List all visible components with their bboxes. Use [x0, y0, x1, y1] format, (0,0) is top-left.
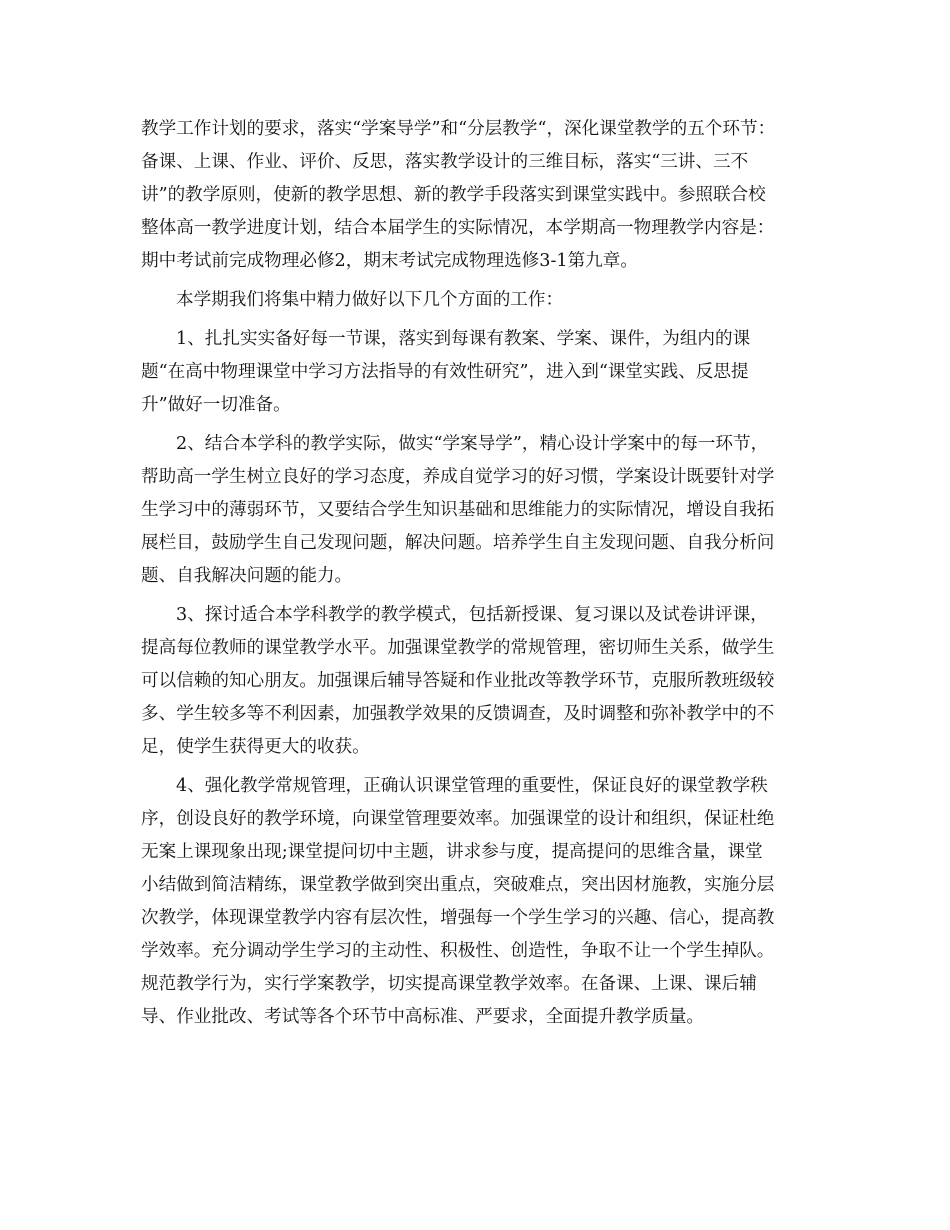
text-line: 小结做到简洁精练，课堂教学做到突出重点，突破难点，突出因材施教，实施分层: [141, 875, 775, 895]
text-line: 教学工作计划的要求，落实“学案导学”和“分层教学“，深化课堂教学的五个环节：: [141, 119, 776, 139]
text-line: 可以信赖的知心朋友。加强课后辅导答疑和作业批改等教学环节，克服所教班级较: [141, 671, 775, 691]
text-line: 足，使学生获得更大的收获。: [141, 737, 370, 757]
text-line: 讲”的教学原则，使新的教学思想、新的教学手段落实到课堂实践中。参照联合校: [141, 185, 766, 205]
text-line: 1、扎扎实实备好每一节课，落实到每课有教案、学案、课件，为组内的课: [176, 329, 751, 349]
paragraph-item-3: [141, 599, 813, 764]
text-line: 规范教学行为，实行学案教学，切实提高课堂教学效率。在备课、上课、课后辅: [141, 974, 757, 994]
text-line: 期中考试前完成物理必修2，期末考试完成物理选修3-1第九章。: [141, 251, 638, 271]
text-line: 导、作业批改、考试等各个环节中高标准、严要求，全面提升教学质量。: [141, 1007, 705, 1027]
text-line: 升”做好一切准备。: [141, 395, 291, 415]
paragraph-item-1: [141, 323, 813, 422]
text-line: 次教学，体现课堂教学内容有层次性，增强每一个学生学习的兴趣、信心，提高教: [141, 908, 775, 928]
text-line: 题“在高中物理课堂中学习方法指导的有效性研究”，进入到“课堂实践、反思提: [141, 362, 749, 382]
text-line: 多、学生较多等不利因素，加强教学效果的反馈调查，及时调整和弥补教学中的不: [141, 704, 775, 724]
text-line: 本学期我们将集中精力做好以下几个方面的工作：: [176, 290, 564, 310]
document-body: [141, 113, 813, 1034]
text-line: 展栏目，鼓励学生自己发现问题，解决问题。培养学生自主发现问题、自我分析问: [141, 533, 775, 553]
paragraph-item-4: [141, 770, 813, 1034]
text-line: 学效率。充分调动学生学习的主动性、积极性、创造性，争取不让一个学生掉队。: [141, 941, 775, 961]
paragraph-intro: [141, 284, 813, 317]
paragraph-continuation: [141, 113, 813, 278]
text-line: 序，创设良好的教学环境，向课堂管理要效率。加强课堂的设计和组织，保证杜绝: [141, 809, 775, 829]
text-line: 2、结合本学科的教学实际，做实“学案导学”，精心设计学案中的每一环节，: [176, 434, 769, 454]
text-line: 生学习中的薄弱环节，又要结合学生知识基础和思维能力的实际情况，增设自我拓: [141, 500, 775, 520]
text-line: 备课、上课、作业、评价、反思，落实教学设计的三维目标，落实“三讲、三不: [141, 152, 749, 172]
text-line: 无案上课现象出现;课堂提问切中主题，讲求参与度，提高提问的思维含量，课堂: [141, 842, 763, 862]
text-line: 帮助高一学生树立良好的学习态度，养成自觉学习的好习惯，学案设计既要针对学: [141, 467, 775, 487]
text-line: 提高每位教师的课堂教学水平。加强课堂教学的常规管理，密切师生关系，做学生: [141, 638, 775, 658]
text-line: 题、自我解决问题的能力。: [141, 566, 353, 586]
text-line: 整体高一教学进度计划，结合本届学生的实际情况，本学期高一物理教学内容是：: [141, 218, 775, 238]
text-line: 4、强化教学常规管理，正确认识课堂管理的重要性，保证良好的课堂教学秩: [176, 776, 768, 796]
paragraph-item-2: [141, 428, 813, 593]
text-line: 3、探讨适合本学科教学的教学模式，包括新授课、复习课以及试卷讲评课，: [176, 605, 768, 625]
